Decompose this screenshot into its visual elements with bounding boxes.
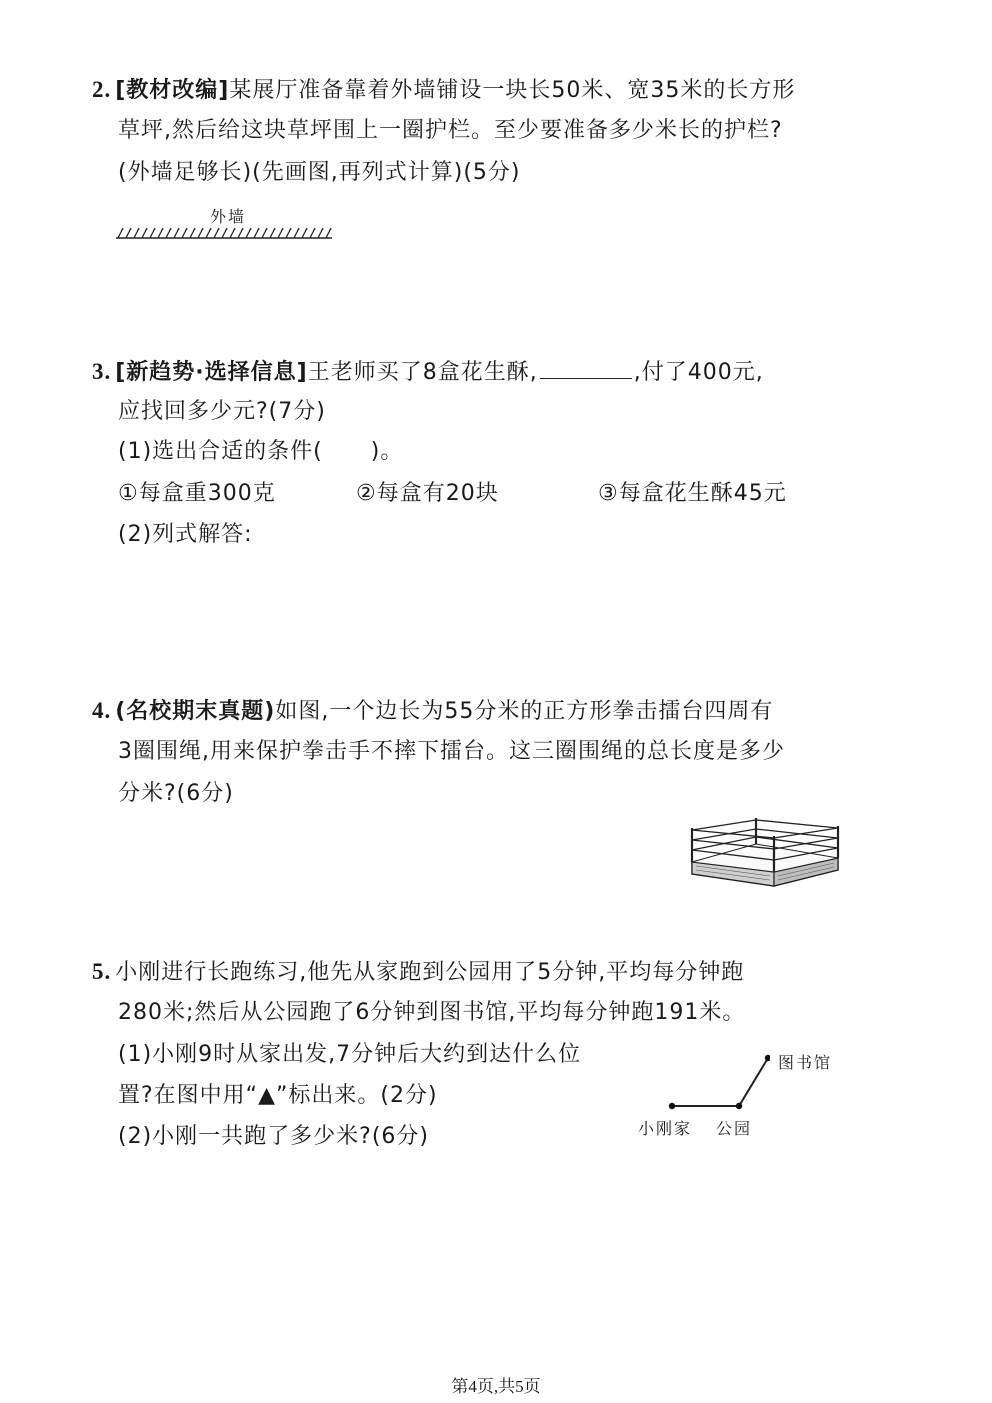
q2-number: 2. [92,77,112,102]
q2-line2: 草坪,然后给这块草坪围上一圈护栏。至少要准备多少米长的护栏? [118,118,783,143]
q3-sub1-text-a: (1)选出合适的条件( [118,439,323,464]
q3-option-2: ②每盒有20块 [356,481,499,506]
q5-line1 [92,960,744,984]
q2-line3: (外墙足够长)(先画图,再列式计算)(5分) [118,160,521,185]
q3-option-1: ①每盒重300克 [118,481,276,506]
outer-wall-hatch [112,224,342,244]
q3-sub1 [118,441,403,463]
map-label-library: 图书馆 [778,1053,833,1072]
wall-label: 外墙 [210,207,247,226]
q3-number: 3. [92,359,112,384]
page-footer: 第4页,共5页 [451,1377,541,1396]
map-label-home: 小刚家 [638,1119,693,1138]
map-label-park: 公园 [716,1119,753,1138]
q5-number: 5. [92,959,112,984]
q2-line1 [92,78,795,102]
route-map[interactable] [660,1050,770,1110]
q3-line1 [92,360,764,384]
q2-text-1: 某展厅准备靠着外墙铺设一块长50米、宽35米的长方形 [229,78,796,103]
q3-sub2: (2)列式解答: [118,522,253,547]
q3-tag: [新趋势·选择信息] [115,360,308,385]
q3-option-3: ③每盒花生酥45元 [598,481,787,506]
q5-sub1-line1: (1)小刚9时从家出发,7分钟后大约到达什么位 [118,1042,582,1067]
q4-line1 [92,699,773,723]
q4-line2: 3圈围绳,用来保护拳击手不摔下擂台。这三圈围绳的总长度是多少 [118,739,785,764]
park-point[interactable] [736,1103,742,1109]
boxing-ring-illustration [686,814,846,894]
q5-line2: 280米;然后从公园跑了6分钟到图书馆,平均每分钟跑191米。 [118,1000,746,1025]
q3-line2: 应找回多少元?(7分) [118,399,326,424]
q3-answer-blank[interactable] [540,360,632,379]
q4-number: 4. [92,698,112,723]
q2-tag: [教材改编] [115,78,230,103]
q4-text-1: 如图,一个边长为55分米的正方形拳击擂台四周有 [275,699,774,724]
q4-tag: (名校期末真题) [115,699,276,724]
q5-sub2: (2)小刚一共跑了多少米?(6分) [118,1124,430,1149]
q3-sub1-text-b: )。 [370,439,404,464]
q5-sub1-line2: 置?在图中用“▲”标出来。(2分) [118,1083,438,1108]
home-point[interactable] [669,1103,675,1109]
q4-line3: 分米?(6分) [118,781,234,806]
q3-text-1a: 王老师买了8盒花生酥, [307,360,538,385]
q3-text-1b: ,付了400元, [633,360,764,385]
q5-text-1: 小刚进行长跑练习,他先从家跑到公园用了5分钟,平均每分钟跑 [115,960,745,985]
